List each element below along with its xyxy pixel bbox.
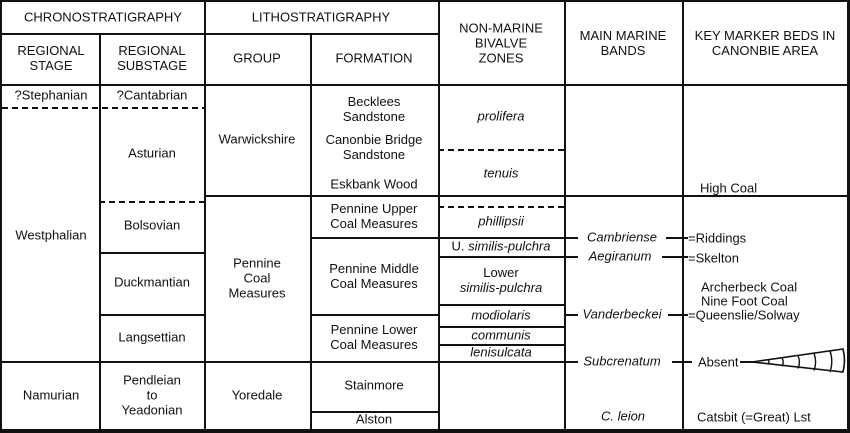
formation-canonbie-bridge-sandstone: Canonbie Bridge Sandstone xyxy=(325,132,423,162)
dashed-line-cantabrian-base xyxy=(2,107,204,109)
header-key-marker-beds: KEY MARKER BEDS IN CANONBIE AREA xyxy=(694,28,836,58)
header-marine-bands: MAIN MARINE BANDS xyxy=(579,28,667,58)
row-line-middle-lower-cm xyxy=(310,314,438,316)
formation-eskbank-wood: Eskbank Wood xyxy=(330,176,418,192)
marine-band-subcrenatum: Subcrenatum xyxy=(583,353,661,369)
marker-catsbit-lst: Catsbit (=Great) Lst xyxy=(697,409,811,425)
substage-pendleian-yeadonian: Pendleian to Yeadonian xyxy=(121,372,183,418)
vanderbeckei-tick xyxy=(564,314,578,316)
header-regional-substage: REGIONAL SUBSTAGE xyxy=(117,43,187,73)
cambriense-tick xyxy=(564,237,578,239)
header-chronostratigraphy: CHRONOSTRATIGRAPHY xyxy=(24,9,182,25)
marker-riddings: =Riddings xyxy=(688,230,747,246)
table-border-left xyxy=(0,0,2,433)
row-line-lower-similis-base xyxy=(438,304,564,306)
stage-namurian: Namurian xyxy=(22,387,80,403)
group-warwickshire: Warwickshire xyxy=(218,131,296,147)
substage-langsettian: Langsettian xyxy=(118,329,186,345)
pinch-out-wedge-icon xyxy=(750,345,848,375)
zone-lower-prefix: Lower xyxy=(483,265,519,281)
row-line-duckmantian-langsettian xyxy=(99,314,204,316)
header-formation: FORMATION xyxy=(335,50,413,66)
divider-stage-substage xyxy=(99,33,101,431)
divider-marine-keymarker xyxy=(682,2,684,431)
formation-stainmore: Stainmore xyxy=(344,377,404,393)
marine-band-aegiranum: Aegiranum xyxy=(588,248,652,264)
marine-band-cambriense: Cambriense xyxy=(586,229,658,245)
marker-skelton: =Skelton xyxy=(688,250,739,266)
vanderbeckei-dash xyxy=(668,314,688,316)
substage-bolsovian: Bolsovian xyxy=(123,217,181,233)
header-regional-stage: REGIONAL STAGE xyxy=(17,43,85,73)
header-group: GROUP xyxy=(233,50,281,66)
marker-absent: Absent xyxy=(698,354,739,370)
group-pennine-coal-measures: Pennine Coal Measures xyxy=(228,255,286,301)
subcrenatum-dash xyxy=(672,361,692,363)
formation-alston: Alston xyxy=(355,411,393,427)
header-subrow-line xyxy=(2,33,438,35)
table-border-bottom xyxy=(0,429,850,433)
group-yoredale: Yoredale xyxy=(231,387,283,403)
zone-lower-name: similis-pulchra xyxy=(459,280,543,295)
substage-cantabrian: ?Cantabrian xyxy=(116,87,188,103)
zone-communis: communis xyxy=(471,327,531,343)
row-line-westphalian-namurian xyxy=(2,361,564,363)
header-bottom-line xyxy=(2,84,848,86)
formation-becklees-sandstone: Becklees Sandstone xyxy=(342,94,406,124)
dashed-line-prolifera-tenuis xyxy=(438,149,564,151)
stage-westphalian: Westphalian xyxy=(15,227,87,243)
zone-upper-prefix: U. xyxy=(451,238,469,254)
formation-pennine-lower-cm: Pennine Lower Coal Measures xyxy=(330,322,418,352)
formation-pennine-upper-cm: Pennine Upper Coal Measures xyxy=(330,201,418,231)
dashed-line-tenuis-phillipsii xyxy=(438,206,564,208)
zone-lenisulcata: lenisulcata xyxy=(470,344,532,360)
zone-modiolaris: modiolaris xyxy=(471,307,531,323)
table-border-top xyxy=(0,0,850,2)
zone-upper-similis-pulchra xyxy=(452,240,551,255)
marine-band-c-leion: C. leion xyxy=(600,408,646,424)
zone-prolifera: prolifera xyxy=(477,108,525,124)
marker-high-coal: High Coal xyxy=(700,180,758,196)
dashed-line-asturian-bolsovian xyxy=(99,201,204,203)
divider-bivalve-marine xyxy=(564,2,566,431)
divider-group-formation xyxy=(310,33,312,431)
formation-pennine-middle-cm: Pennine Middle Coal Measures xyxy=(329,261,419,291)
row-line-bolsovian-duckmantian xyxy=(99,252,204,254)
marker-archerbeck-coal: Archerbeck Coal xyxy=(701,279,798,295)
zone-upper-name: similis-pulchra xyxy=(468,238,551,254)
zone-lower-similis-pulchra xyxy=(460,266,542,296)
aegiranum-tick xyxy=(564,256,578,258)
divider-chrono-litho xyxy=(204,2,206,431)
substage-duckmantian: Duckmantian xyxy=(114,274,190,290)
divider-formation-bivalve xyxy=(438,2,440,431)
marker-nine-foot-coal: Nine Foot Coal xyxy=(701,293,788,309)
cambriense-dash xyxy=(666,237,688,239)
zone-tenuis: tenuis xyxy=(483,165,519,181)
row-line-upper-similis-base xyxy=(438,256,564,258)
zone-phillipsii: phillipsii xyxy=(478,213,524,229)
header-bivalve-zones: NON-MARINE BIVALVE ZONES xyxy=(459,20,543,66)
substage-asturian: Asturian xyxy=(128,145,176,161)
marker-queenslie-solway: =Queenslie/Solway xyxy=(688,307,800,323)
marine-band-vanderbeckei: Vanderbeckei xyxy=(582,306,662,322)
aegiranum-dash xyxy=(662,256,688,258)
subcrenatum-tick xyxy=(564,361,578,363)
header-lithostratigraphy: LITHOSTRATIGRAPHY xyxy=(251,9,391,25)
stage-stephanian: ?Stephanian xyxy=(14,87,88,103)
